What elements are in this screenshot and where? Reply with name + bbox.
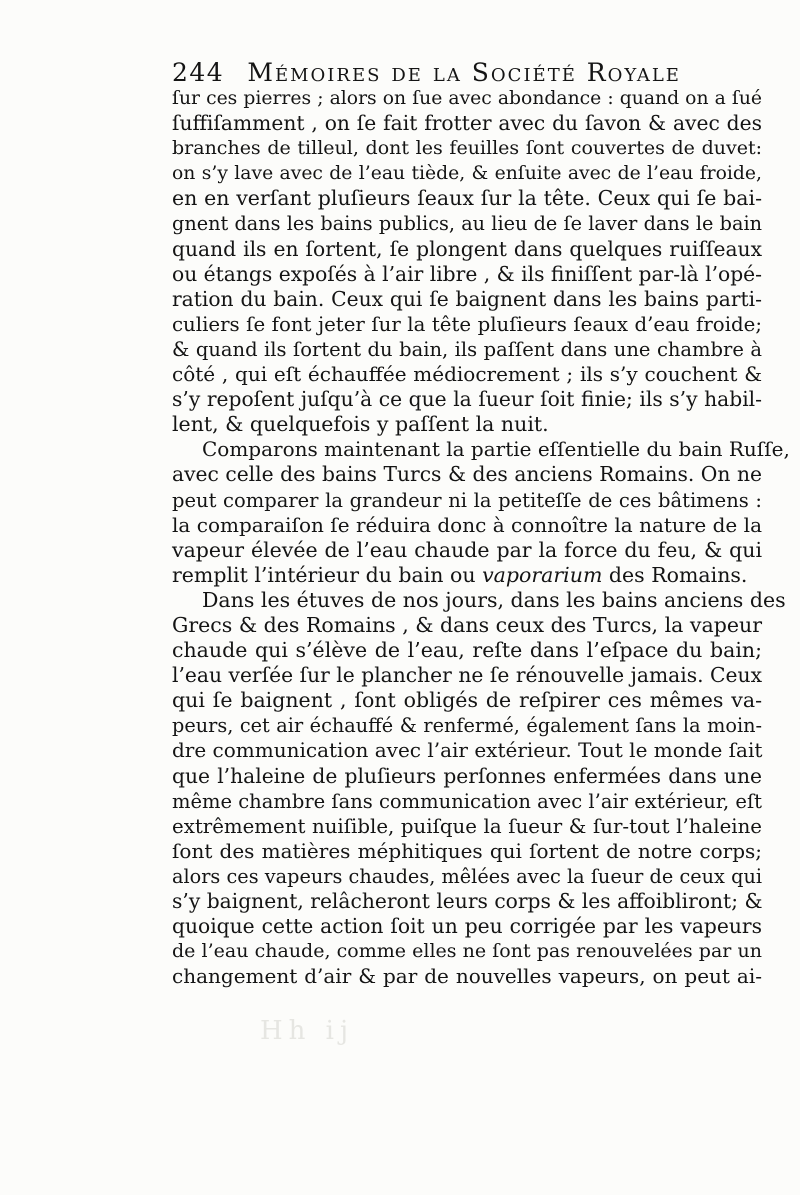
- text-run: peut comparer la grandeur ni la petiteſſe de ces bâtimens :: [172, 488, 762, 512]
- text-line-content: [172, 939, 762, 964]
- text-run: ration du bain. Ceux qui ſe baignent dans les bains parti-: [172, 286, 762, 311]
- text-run: la comparaiſon ſe réduira donc à connoître la nature de la: [172, 512, 762, 537]
- text-line: [172, 262, 762, 287]
- text-line-content: [172, 688, 762, 713]
- italic-term: vaporarium: [482, 562, 603, 587]
- text-line: [172, 538, 762, 563]
- text-run: de l’eau chaude, comme elles ne ſont pas renouvelées par un: [172, 940, 762, 963]
- text-line: [172, 211, 762, 236]
- text-run: qui ſe baignent , ſont obligés de reſpirer ces mêmes va-: [172, 688, 762, 713]
- text-run: que l’haleine de pluſieurs perſonnes enfermées dans une: [172, 763, 762, 788]
- text-run: peurs, cet air échauffé & renfermé, également ſans la moin-: [172, 714, 762, 738]
- text-line: [172, 136, 762, 161]
- text-run: dre communication avec l’air extérieur. Tout le monde ſait: [172, 738, 763, 763]
- text-line: [172, 964, 762, 989]
- text-run: ou étangs expoſés à l’air libre , & ils finiſſent par-là l’opé-: [172, 261, 762, 286]
- text-line: [172, 688, 762, 713]
- text-run: alors ces vapeurs chaudes, mêlées avec la ſueur de ceux qui: [172, 864, 762, 888]
- text-line: [172, 864, 762, 889]
- text-line-content: [172, 613, 762, 638]
- text-run: des Romains.: [602, 562, 748, 587]
- text-line-content: [172, 412, 762, 437]
- text-run: l’eau verſée ſur le plancher ne ſe rénouvelle jamais. Ceux: [172, 663, 762, 688]
- text-line-content: [172, 387, 762, 412]
- text-run: quoique cette action ſoit un peu corrigée par les vapeurs: [172, 914, 762, 939]
- text-line-content: [172, 287, 762, 312]
- text-run: avec celle des bains Turcs & des anciens Romains. On ne: [172, 462, 762, 487]
- text-run: quand ils en ſortent, ſe plongent dans quelques ruiſſeaux: [172, 236, 762, 261]
- text-line: [172, 663, 762, 688]
- body-text: [172, 86, 790, 989]
- text-line-content: [202, 437, 790, 462]
- text-line-content: [172, 513, 762, 538]
- text-line-content: [172, 86, 762, 111]
- text-run: remplit l’intérieur du bain ou: [172, 562, 483, 587]
- text-line-content: [172, 764, 762, 789]
- text-line: [172, 312, 762, 337]
- text-run: en en verſant pluſieurs ſeaux ſur la tête. Ceux qui ſe bai-: [172, 186, 762, 211]
- text-line: [172, 387, 762, 412]
- text-line-content: [202, 587, 786, 613]
- text-line-content: [172, 738, 762, 763]
- text-line-content: [172, 186, 762, 211]
- text-line: [172, 86, 762, 111]
- text-line-content: [172, 488, 762, 513]
- text-line: [172, 237, 762, 262]
- text-line: [172, 488, 762, 513]
- text-run: branches de tilleul, dont les feuilles ſont couvertes de duvet:: [172, 137, 762, 160]
- text-line: [172, 638, 762, 663]
- text-line-content: [172, 789, 762, 814]
- text-line-content: [172, 262, 762, 287]
- text-line-content: [172, 312, 762, 337]
- running-title: Mémoires de la Société Royale: [247, 58, 681, 87]
- text-run: Grecs & des Romains , & dans ceux des Turcs, la vapeur: [172, 612, 762, 637]
- text-line-content: [172, 211, 762, 236]
- text-line-content: [172, 864, 762, 889]
- text-line-content: [172, 237, 762, 262]
- text-line: [172, 789, 762, 814]
- text-line: [172, 563, 762, 588]
- text-line: [172, 814, 762, 839]
- text-line-content: [172, 362, 762, 387]
- text-line-content: [172, 814, 762, 839]
- text-line: [172, 839, 762, 864]
- text-line-content: [172, 161, 762, 186]
- text-run: côté , qui eſt échauffée médiocrement ; ils s’y couchent &: [172, 362, 762, 387]
- text-run: s’y repoſent juſqu’à ce que la ſueur ſoit finie; ils s’y habil-: [172, 387, 762, 412]
- text-run: extrêmement nuiſible, puiſque la ſueur & ſur-tout l’haleine: [172, 814, 762, 838]
- text-line: [172, 889, 762, 914]
- text-run: vapeur élevée de l’eau chaude par la force du feu, & qui: [172, 537, 762, 562]
- page-number: 244: [172, 58, 225, 87]
- text-line: [172, 287, 762, 312]
- text-line: [172, 362, 762, 387]
- text-run: on s’y lave avec de l’eau tiède, & enſuite avec de l’eau froide,: [172, 163, 762, 185]
- text-line-content: [172, 914, 762, 939]
- text-run: chaude qui s’élève de l’eau, reſte dans l’eſpace du bain;: [172, 638, 762, 663]
- text-line-content: [172, 462, 762, 487]
- text-line: [172, 914, 762, 939]
- text-run: ſont des matières méphitiques qui ſortent de notre corps;: [172, 838, 762, 863]
- text-line-content: [172, 889, 762, 914]
- text-line: [172, 437, 790, 462]
- text-line: [172, 713, 762, 738]
- show-through-signature-mark: Hh ij: [260, 1016, 355, 1046]
- text-line-content: [172, 563, 762, 588]
- text-line-content: [172, 136, 762, 161]
- text-run: culiers ſe font jeter ſur la tête pluſieurs ſeaux d’eau froide;: [172, 312, 762, 336]
- text-run: ſuffiſamment , on ſe fait frotter avec du ſavon & avec des: [172, 111, 762, 136]
- text-line-content: [172, 713, 762, 738]
- text-run: changement d’air & par de nouvelles vapeurs, on peut ai-: [172, 964, 762, 989]
- text-line: [172, 738, 762, 763]
- text-line-content: [172, 964, 762, 989]
- text-run: même chambre ſans communication avec l’air extérieur, eſt: [172, 789, 762, 813]
- text-line-content: [172, 839, 762, 864]
- text-run: gnent dans les bains publics, au lieu de ſe laver dans le bain: [172, 212, 762, 236]
- text-line: [172, 587, 786, 613]
- text-run: & quand ils ſortent du bain, ils paſſent dans une chambre à: [172, 337, 762, 361]
- text-run: lent, & quelquefois y paſſent la nuit.: [172, 412, 549, 437]
- text-line: [172, 764, 762, 789]
- text-run: Comparons maintenant la partie eſſentielle du bain Ruſſe,: [202, 437, 790, 462]
- text-line: [172, 939, 762, 964]
- text-line: [172, 462, 762, 487]
- text-run: Dans les étuves de nos jours, dans les bains anciens des: [202, 587, 786, 612]
- text-run: ſur ces pierres ; alors on ſue avec abondance : quand on a ſué: [172, 88, 762, 109]
- text-line-content: [172, 663, 762, 688]
- text-run: s’y baignent, relâcheront leurs corps & les affoibliront; &: [172, 889, 763, 913]
- text-line: [172, 186, 762, 211]
- text-line: [172, 161, 762, 186]
- text-line-content: [172, 538, 762, 563]
- text-line: [172, 337, 762, 362]
- text-line-content: [172, 638, 762, 663]
- text-line: [172, 513, 762, 538]
- text-line-content: [172, 337, 762, 362]
- text-line: [172, 111, 762, 136]
- text-line: [172, 412, 762, 437]
- text-line-content: [172, 111, 762, 136]
- text-line: [172, 613, 762, 638]
